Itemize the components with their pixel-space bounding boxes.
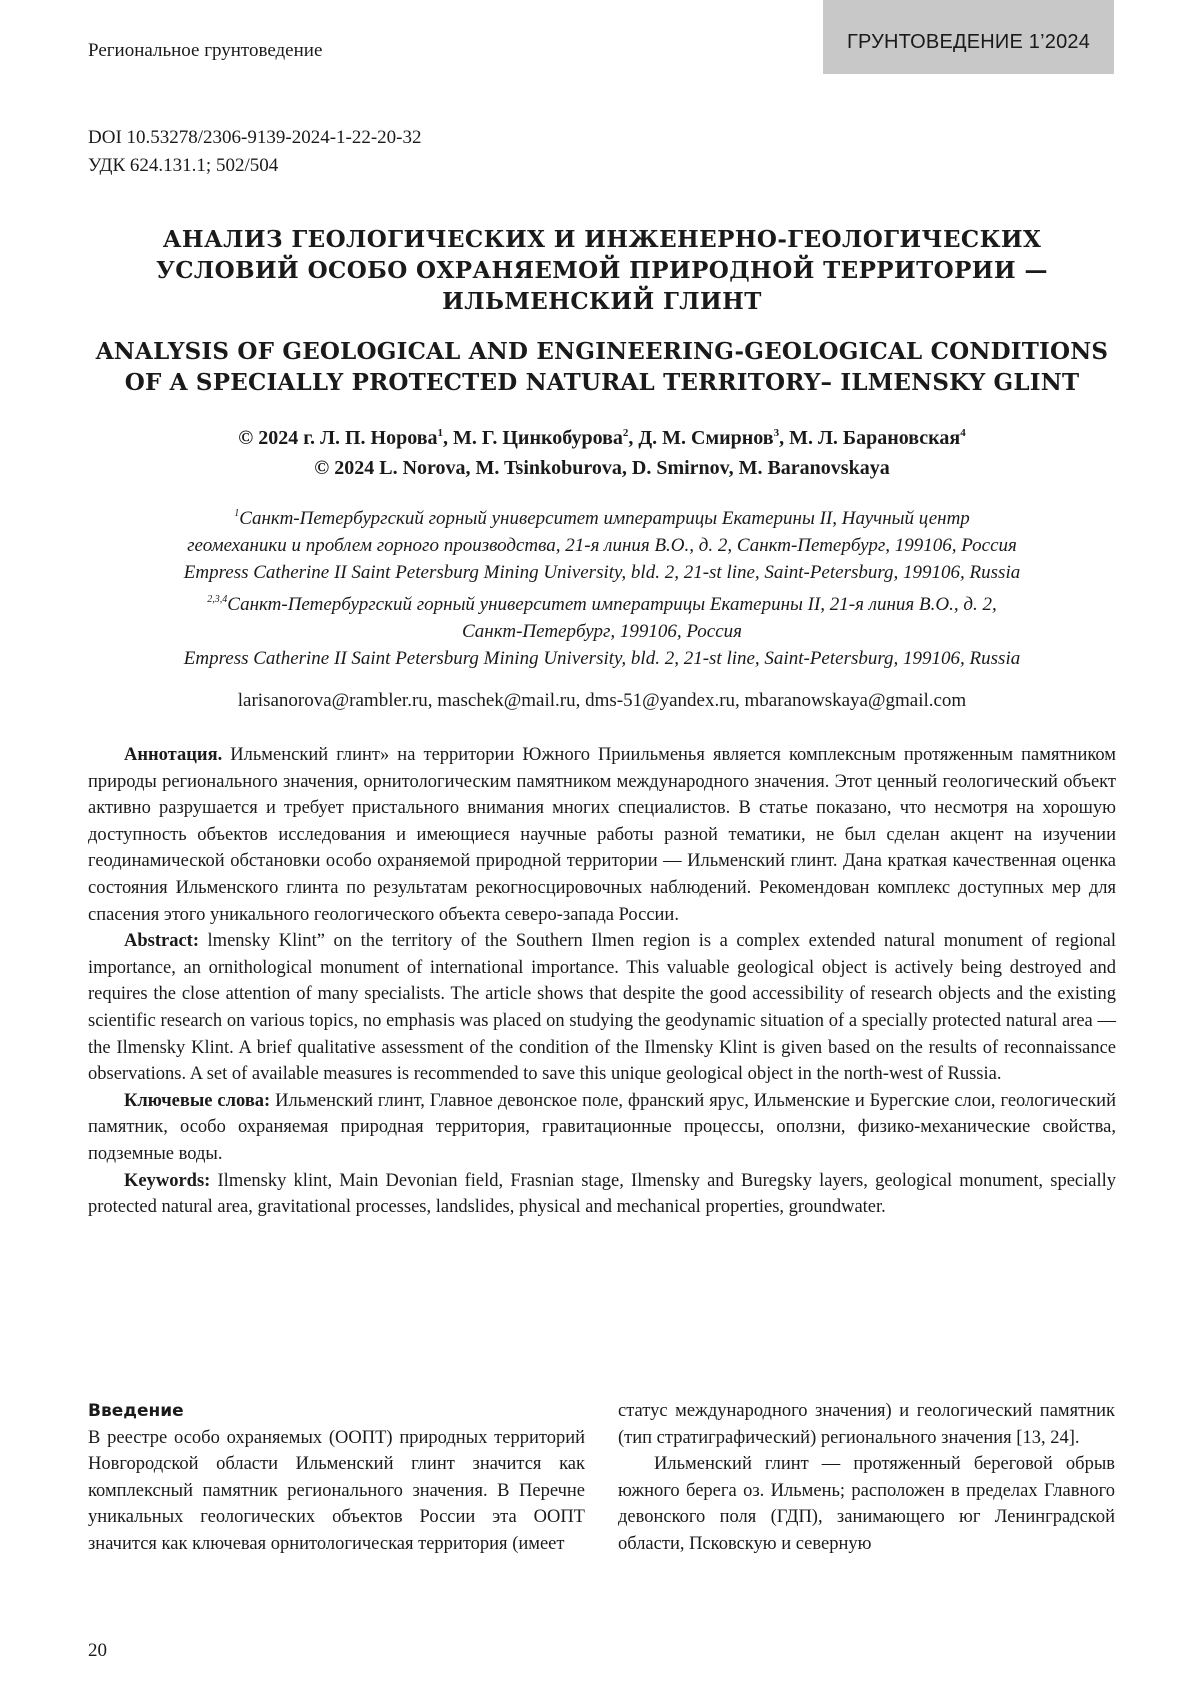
keywords-ru: Ключевые слова: Ильменский глинт, Главное девонское поле, франский ярус, Ильменские и Бурегские слои, геологический памятник, особо охраняемая природная территория, гравитационные процессы, оползни, физико-механические свойства, подземные воды.: [88, 1090, 1116, 1164]
body-paragraph: статус международного значения) и геологический памятник (тип стратиграфический) регионального значения [13, 24].: [618, 1401, 1115, 1448]
author-ru: Л. П. Норова$^1$,: [320, 427, 449, 449]
keywords-ru-label: Ключевые слова:: [124, 1090, 271, 1111]
running-header-section: Региональное грунтоведение: [88, 40, 323, 61]
title-ru-line: ИЛЬМЕНСКИЙ ГЛИНТ: [442, 288, 762, 315]
authors: [88, 418, 1116, 483]
title-en-line: ANALYSIS OF GEOLOGICAL AND ENGINEERING-GEOLOGICAL CONDITIONS: [95, 338, 1109, 365]
affiliation-1-ru: $^1$Санкт-Петербургский горный университет императрицы Екатерины II, Научный центр: [234, 508, 970, 529]
title-ru-line: АНАЛИЗ ГЕОЛОГИЧЕСКИХ И ИНЖЕНЕРНО-ГЕОЛОГИЧЕСКИХ: [162, 226, 1042, 253]
body-paragraph: Ильменский глинт — протяженный береговой обрыв южного берега оз. Ильмень; расположен в пределах Главного девонского поля (ГДП), занимающего юг Ленинградской области, Псковскую и северную: [618, 1454, 1115, 1554]
author-ru: М. Л. Барановская$^4$: [789, 427, 966, 449]
abstract-block: [88, 742, 1116, 1221]
section-heading-introduction: Введение: [88, 1401, 184, 1421]
authors-en: © 2024 L. Norova, M. Tsinkoburova, D. Smirnov, M. Baranovskaya: [314, 457, 890, 479]
title-en-line: OF A SPECIALLY PROTECTED NATURAL TERRITORY– ILMENSKY GLINT: [124, 369, 1080, 396]
affiliations: [88, 500, 1116, 672]
affiliation-1-ru-cont: геомеханики и проблем горного производства, 21-я линия В.О., д. 2, Санкт-Петербург, 199106, Россия: [187, 535, 1017, 556]
abstract-ru-label: Аннотация.: [124, 745, 223, 765]
authors-ru: [88, 418, 1116, 453]
author-ru: М. Г. Цинкобурова$^2$,: [453, 427, 634, 449]
authors-ru-prefix: © 2024 г.: [238, 427, 316, 449]
body-column-right: [618, 1398, 1115, 1558]
body-paragraph: В реестре особо охраняемых (ООПТ) природных территорий Новгородской области Ильменский глинт значится как комплексный памятник регионального значения. В Перечне уникальных геологических объектов России эта ООПТ значится как ключевая орнитологическая территория (имеет: [88, 1427, 585, 1554]
keywords-en-label: Keywords:: [124, 1170, 211, 1191]
running-header-journal: [823, 0, 1114, 74]
affiliation-2-en: Empress Catherine II Saint Petersburg Mining University, bld. 2, 21-st line, Saint-Petersburg, 199106, Russia: [183, 648, 1021, 669]
abstract-en: Abstract: lmensky Klint” on the territory of the Southern Ilmen region is a complex extended natural monument of regional importance, an ornithological monument of international importance. This valuable geological object is actively being destroyed and requires the close attention of many specialists. The article shows that despite the good accessibility of research objects and the existing scientific research on various topics, no emphasis was placed on studying the geodynamic situation of a specially protected natural area — the Ilmensky Klint. A brief qualitative assessment of the condition of the Ilmensky Klint is given based on the results of reconnaissance observations. A set of available measures is recommended to save this unique geological object in the north-west of Russia.: [88, 931, 1116, 1085]
title-ru-line: УСЛОВИЙ ОСОБО ОХРАНЯЕМОЙ ПРИРОДНОЙ ТЕРРИТОРИИ —: [156, 257, 1048, 284]
article-identifiers: [88, 124, 422, 180]
affiliation-1-en: Empress Catherine II Saint Petersburg Mining University, bld. 2, 21-st line, Saint-Petersburg, 199106, Russia: [183, 562, 1021, 583]
author-emails: larisanorova@rambler.ru, maschek@mail.ru, dms-51@yandex.ru, mbaranowskaya@gmail.com: [237, 690, 967, 711]
page-number: 20: [88, 1640, 107, 1661]
author-ru: Д. М. Смирнов$^3$,: [638, 427, 785, 449]
abstract-ru: Аннотация. Ильменский глинт» на территории Южного Приильменья является комплексным протяженным памятником природы регионального значения, орнитологическим памятником международного значения. Этот ценный геологический объект активно разрушается и требует пристального внимания многих специалистов. В статье показано, что несмотря на хорошую доступность объектов исследования и имеющиеся научные работы разной тематики, не был сделан акцент на изучении геодинамической обстановки особо охраняемой природной территории — Ильменский глинт. Дана краткая качественная оценка состояния Ильменского глинта по результатам рекогносцировочных наблюдений. Рекомендован комплекс доступных мер для спасения этого уникального геологического объекта северо-запада России.: [88, 745, 1116, 925]
keywords-en: Keywords: Ilmensky klint, Main Devonian field, Frasnian stage, Ilmensky and Buregsky layers, geological monument, specially protected natural area, gravitational processes, landslides, physical and mechanical properties, groundwater.: [88, 1170, 1116, 1218]
udc: УДК 624.131.1; 502/504: [88, 155, 279, 176]
affiliation-2-ru: $^{2,3,4}$Санкт-Петербургский горный университет императрицы Екатерины II, 21-я линия В.О., д. 2,: [207, 594, 997, 615]
title-english: [88, 336, 1116, 398]
title-russian: [88, 224, 1116, 317]
abstract-en-label: Abstract:: [124, 931, 200, 952]
journal-issue-label: ГРУНТОВЕДЕНИЕ 1’2024: [846, 30, 1091, 53]
body-column-left: [88, 1398, 585, 1558]
affiliation-2-ru-cont: Санкт-Петербург, 199106, Россия: [462, 621, 742, 642]
doi: DOI 10.53278/2306-9139-2024-1-22-20-32: [88, 127, 422, 148]
